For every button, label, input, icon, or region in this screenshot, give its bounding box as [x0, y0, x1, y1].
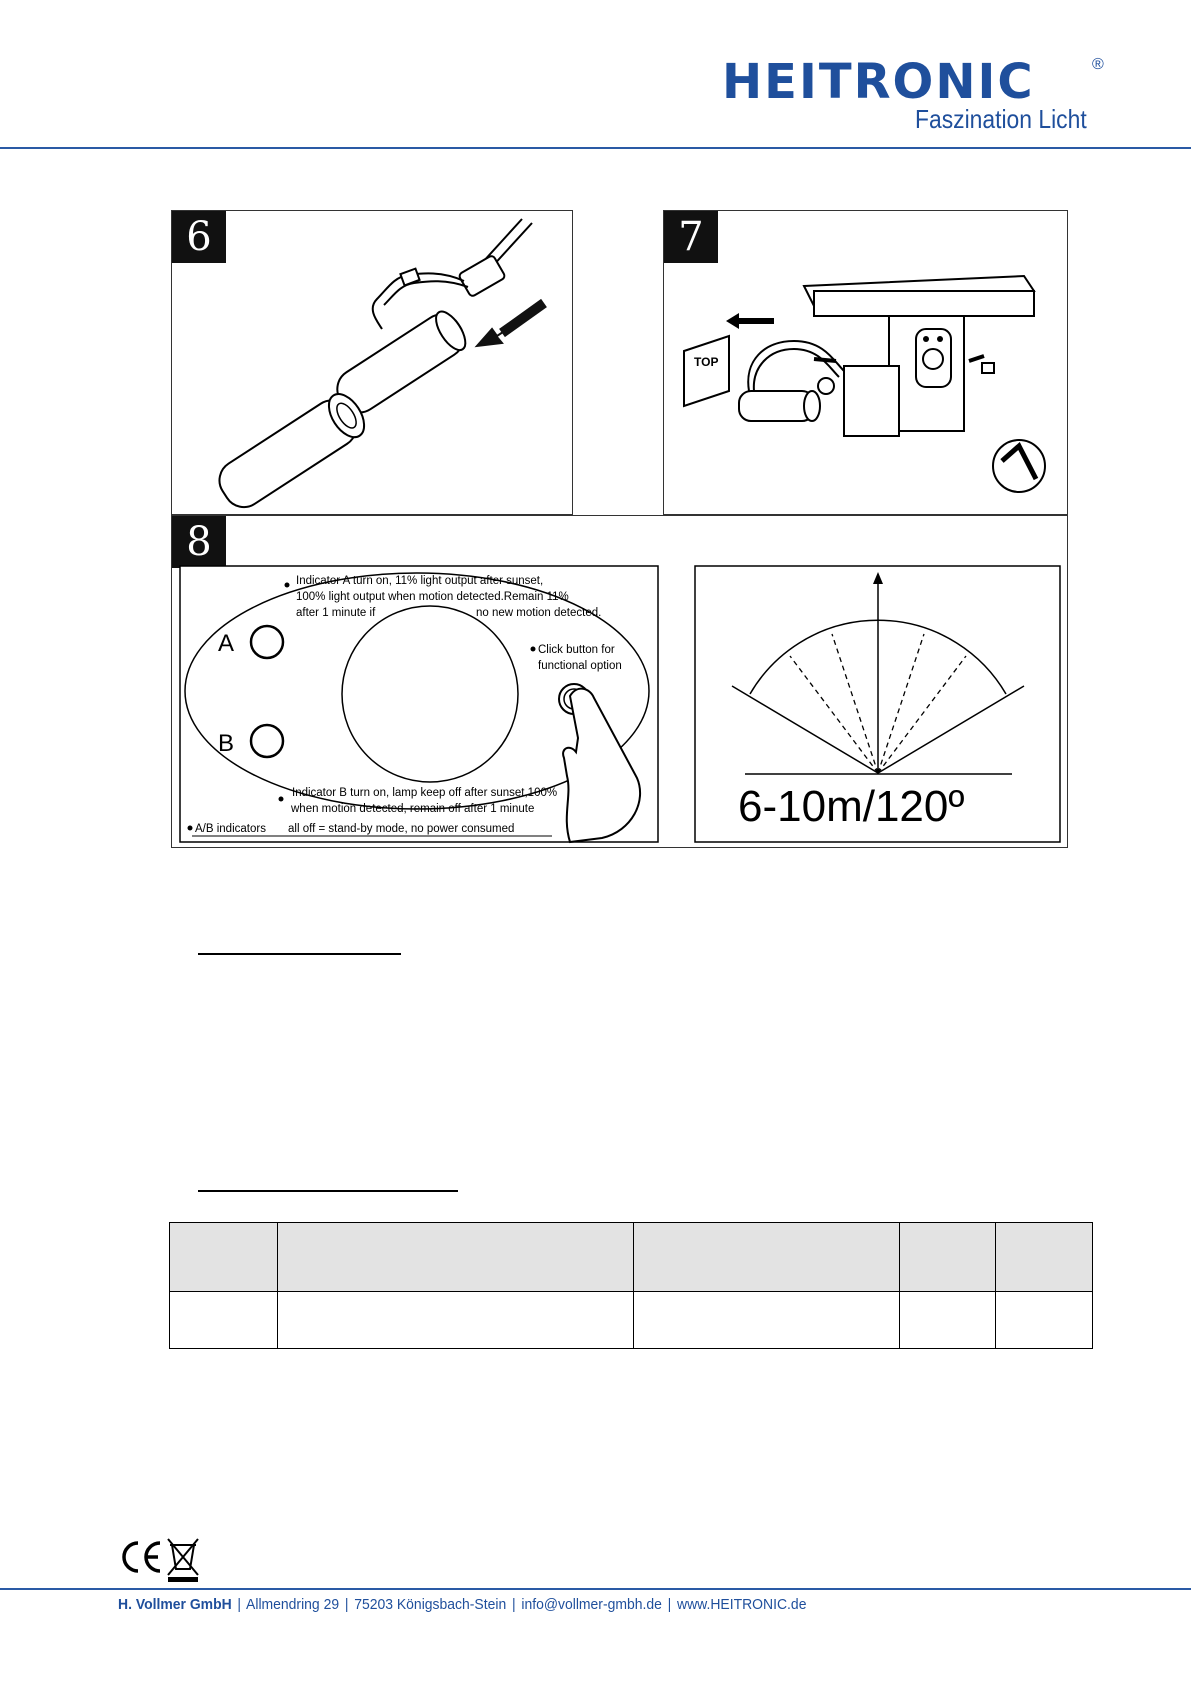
section-heading-underline-2 [198, 1190, 458, 1192]
indicator-b-text-1: Indicator B turn on, lamp keep off after sunset,100% [292, 787, 558, 799]
table-header-cell [899, 1223, 996, 1292]
brand-logo [720, 54, 1104, 138]
brand-tagline: Faszination Licht [915, 104, 1087, 134]
spec-table [169, 1222, 1093, 1349]
table-header-cell [633, 1223, 899, 1292]
table-header-cell [277, 1223, 633, 1292]
wall-mount-illustration [664, 211, 1066, 511]
indicator-a-text-2: 100% light output when motion detected.Remain 11% [296, 591, 569, 603]
table-cell [633, 1292, 899, 1349]
figure-step-6 [171, 210, 573, 515]
brand-name: HEITRONIC [722, 54, 1035, 110]
indicator-a-text-1: Indicator A turn on, 11% light output after sunset, [296, 575, 544, 587]
table-header-cell [170, 1223, 278, 1292]
click-text-1: Click button for [538, 644, 615, 656]
footer-email[interactable]: info@vollmer-gmbh.de [521, 1596, 662, 1613]
range-label: 6-10m/120º [738, 782, 965, 831]
indicator-a-text-3b: no new motion detected. [476, 607, 602, 619]
footer-city: 75203 Königsbach-Stein [354, 1596, 507, 1613]
table-header-row [170, 1223, 1093, 1292]
table-cell [170, 1292, 278, 1349]
registered-mark: ® [1092, 56, 1104, 73]
table-header-cell [996, 1223, 1093, 1292]
table-cell [277, 1292, 633, 1349]
step-number: 8 [172, 516, 226, 568]
footer-company: H. Vollmer GmbH [118, 1596, 232, 1613]
figure-step-7 [663, 210, 1068, 515]
step-number: 6 [172, 211, 226, 263]
certification-marks [116, 1533, 206, 1583]
figure-step-8 [171, 515, 1068, 848]
header-rule [0, 147, 1191, 149]
ce-mark-icon [124, 1543, 160, 1571]
step-number: 7 [664, 211, 718, 263]
weee-bin-icon [168, 1539, 198, 1582]
sensor-functions-illustration [172, 516, 1067, 846]
table-row [170, 1292, 1093, 1349]
click-text-2: functional option [538, 660, 622, 672]
indicator-a-text-3a: after 1 minute if [296, 607, 376, 619]
battery-insert-illustration [172, 211, 572, 511]
table-cell [899, 1292, 996, 1349]
ab-indicators-text: all off = stand-by mode, no power consumed [288, 823, 515, 835]
footer-rule [0, 1588, 1191, 1590]
section-heading-underline-1 [198, 953, 401, 955]
table-cell [996, 1292, 1093, 1349]
footer-street: Allmendring 29 [246, 1596, 340, 1613]
indicator-b-label: B [218, 730, 235, 757]
footer-website[interactable]: www.HEITRONIC.de [677, 1596, 807, 1613]
footer-address: H. Vollmer GmbH | Allmendring 29 | 75203 Königsbach-Stein | info@vollmer-gmbh.de | www.HEITRONIC.de [118, 1596, 807, 1613]
indicator-b-text-2: when motion detected, remain off after 1 minute [291, 803, 535, 815]
top-label: TOP [694, 355, 719, 369]
indicator-a-label: A [218, 630, 235, 657]
ab-indicators-label: A/B indicators [195, 823, 266, 835]
